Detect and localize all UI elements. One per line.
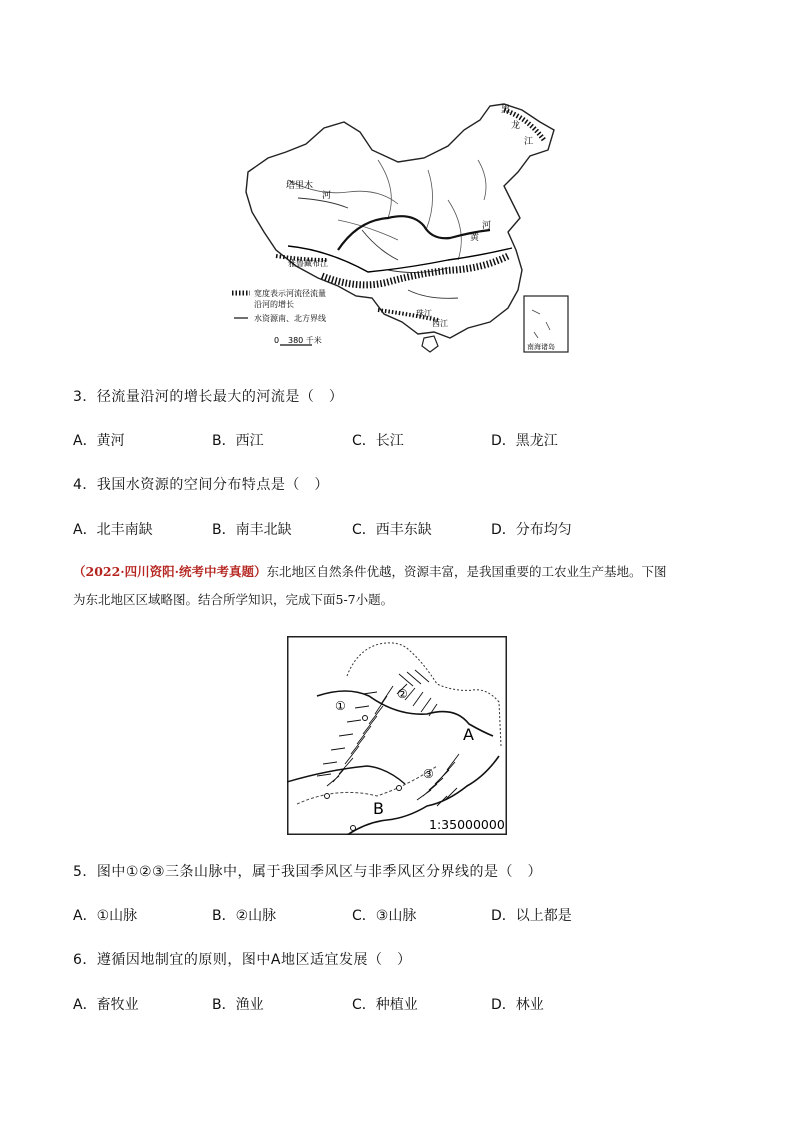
label-tarim: 塔里木 <box>286 181 314 191</box>
source-line1 <box>73 558 723 586</box>
q6-stem: 6．遵循因地制宜的原则，图中A地区适宜发展（ ） <box>73 952 412 968</box>
q5-option-a[interactable]: A．①山脉 <box>73 908 138 924</box>
source-passage <box>73 558 723 614</box>
scale-zero: 0 <box>274 336 280 345</box>
china-map-svg <box>228 100 573 360</box>
mark-1: ① <box>335 699 346 713</box>
source-text1: 东北地区自然条件优越，资源丰富，是我国重要的工农业生产基地。下图 <box>266 564 667 579</box>
city-1 <box>363 716 368 721</box>
q6-option-a[interactable]: A．畜牧业 <box>73 997 139 1013</box>
q5-option-c[interactable]: C．③山脉 <box>352 908 417 924</box>
city-4 <box>351 826 356 831</box>
changjiang-river <box>322 256 508 285</box>
mark-a: A <box>463 725 474 744</box>
q4-option-a[interactable]: A．北丰南缺 <box>73 522 153 538</box>
q3-option-d[interactable]: D．黑龙江 <box>491 433 558 449</box>
legend-width-line2: 沿河的增长 <box>254 300 294 309</box>
q4-option-c[interactable]: C．西丰东缺 <box>352 522 432 538</box>
china-river-map <box>228 100 573 360</box>
source-text2: 为东北地区区域略图。结合所学知识，完成下面5-7小题。 <box>73 592 394 607</box>
q4-option-d[interactable]: D．分布均匀 <box>491 522 572 538</box>
q6-option-c[interactable]: C．种植业 <box>352 997 418 1013</box>
label-yarlung: 雅鲁藏布江 <box>288 259 328 268</box>
mark-2: ② <box>397 687 408 701</box>
label-zhujiang: 珠江 <box>416 309 432 318</box>
city-2 <box>325 794 330 799</box>
label-tarim-he: 河 <box>322 191 332 201</box>
q3-option-b[interactable]: B．西江 <box>212 433 264 449</box>
label-long: 龙 <box>511 121 521 131</box>
label-huanghe: 黄 <box>470 233 480 243</box>
label-xijiang: 西江 <box>432 319 448 328</box>
source-tag: （2022·四川资阳·统考中考真题） <box>73 564 267 579</box>
mark-3: ③ <box>423 767 434 781</box>
q3-stem: 3．径流量沿河的增长最大的河流是（ ） <box>73 389 344 405</box>
map2-scale: 1:35000000 <box>429 817 505 832</box>
label-hei: 黑 <box>501 105 511 115</box>
legend-width-line1: 宽度表示河流径流量 <box>254 289 326 298</box>
inset-label: 南海诸岛 <box>527 343 555 351</box>
label-huanghe-b: 河 <box>482 221 492 231</box>
city-3 <box>397 786 402 791</box>
inner-lines <box>288 160 486 260</box>
q6-option-d[interactable]: D．林业 <box>491 997 544 1013</box>
q5-option-d[interactable]: D．以上都是 <box>491 908 572 924</box>
label-jiang: 江 <box>524 137 534 147</box>
q3-option-c[interactable]: C．长江 <box>352 433 404 449</box>
q5-stem: 5．图中①②③三条山脉中，属于我国季风区与非季风区分界线的是（ ） <box>73 864 543 880</box>
q4-stem: 4．我国水资源的空间分布特点是（ ） <box>73 477 329 493</box>
inset-dots <box>532 310 550 338</box>
northeast-map-svg <box>287 636 507 835</box>
legend-boundary: 水资源南、北方界线 <box>254 314 326 323</box>
scale-value: 380 千米 <box>288 336 322 345</box>
q4-option-b[interactable]: B．南丰北缺 <box>212 522 292 538</box>
huanghe-river <box>338 216 490 250</box>
hainan-island <box>422 336 438 352</box>
q5-option-b[interactable]: B．②山脉 <box>212 908 277 924</box>
q3-option-a[interactable]: A．黄河 <box>73 433 125 449</box>
q6-option-b[interactable]: B．渔业 <box>212 997 264 1013</box>
mark-b: B <box>373 799 384 818</box>
northeast-map <box>287 636 507 835</box>
